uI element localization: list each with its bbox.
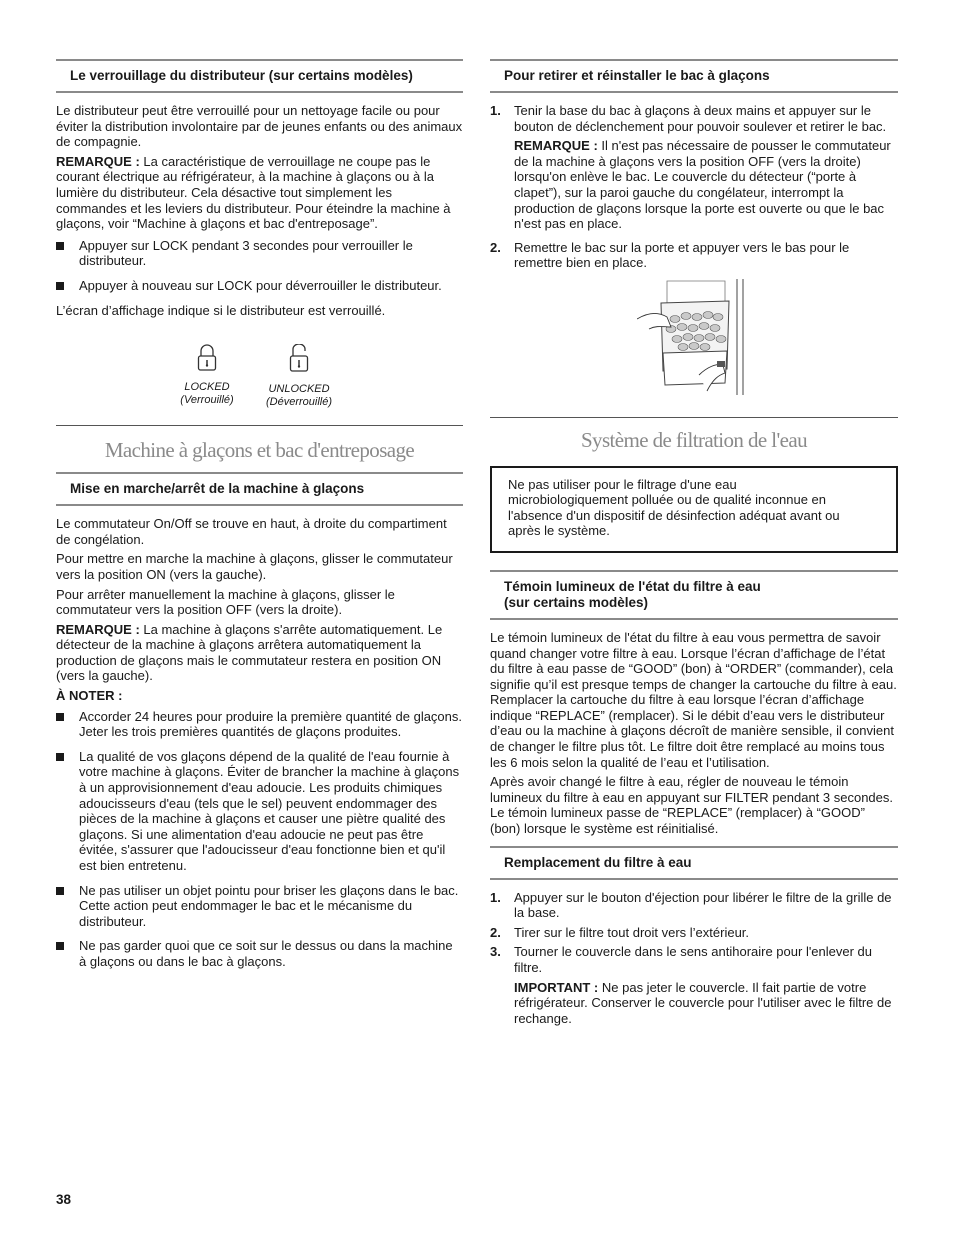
list-item xyxy=(490,925,898,941)
locked-sub: (Verrouillé) xyxy=(180,394,234,407)
bin-step-2: Remettre le bac sur la porte et appuyer vers le bas pour le remettre bien en place. xyxy=(514,239,850,271)
step-number: 1. xyxy=(490,889,501,905)
list-item xyxy=(490,103,898,232)
bin-step-1: Tenir la base du bac à glaçons à deux mains et appuyer sur le bouton de déclenchement pour pouvoir soulever et retirer le bac. xyxy=(514,103,887,134)
step-text: Appuyer sur le bouton d'éjection pour libérer le filtre de la grille de la base. xyxy=(514,889,892,921)
list-item: Ne pas garder quoi que ce soit sur le dessus ou dans la machine à glaçons ou dans le bac à glaçons. xyxy=(56,938,463,969)
unlocked-sub: (Déverrouillé) xyxy=(265,396,333,409)
step-text: Tourner le couvercle dans le sens antihoraire pour l'enlever du filtre. xyxy=(514,944,873,975)
note-text: La caractéristique de verrouillage ne coupe pas le courant électrique au réfrigérateur, à la machine à glaçons ou à la lumière du distributeur. Cela désactive tout simplement les commandes et les leviers du distributeur. Pour éteindre la machine à glaçons, voir “Machine à glaçons et bac d'entreposage”. xyxy=(56,153,451,232)
note-label: REMARQUE : xyxy=(56,621,140,637)
icemaker-p2: Pour mettre en marche la machine à glaçons, glisser le commutateur vers la position ON (vers la gauche). xyxy=(56,551,453,582)
icemaker-bullets xyxy=(56,709,463,970)
page-number: 38 xyxy=(56,1192,72,1207)
locked-indicator xyxy=(175,344,239,409)
list-item: Accorder 24 heures pour produire la première quantité de glaçons. Jeter les trois premières quantités de glaçons produites. xyxy=(56,709,463,740)
step-number: 2. xyxy=(490,924,501,940)
indicator-p2: Après avoir changé le filtre à eau, régler de nouveau le témoin lumineux du filtre à eau en appuyant sur FILTER pendant 3 secondes. Le témoin lumineux passe de “REPLACE” (remplacer) à “GOOD” (bon) lorsque le système est réinitialisé. xyxy=(490,774,894,837)
warning-box xyxy=(490,466,898,553)
bin-heading: Pour retirer et réinstaller le bac à glaçons xyxy=(490,59,898,93)
note-label: REMARQUE : xyxy=(56,153,140,169)
filtration-title: Système de filtration de l'eau xyxy=(580,427,808,452)
indicator-heading-line-1: Témoin lumineux de l'état du filtre à eau xyxy=(504,578,761,594)
warning-text: Ne pas utiliser pour le filtrage d'une eau microbiologiquement polluée ou de qualité inconnue en l'absence d'un dispositif de désinfection adéquat avant ou après le système. xyxy=(508,476,840,539)
replace-steps xyxy=(490,890,898,1027)
list-item: La qualité de vos glaçons dépend de la qualité de l'eau fournie à votre machine à glaçons. Éviter de brancher la machine à glaçons à un approvisionnement d'eau adoucie. Les produits chimiques adoucisseurs d'eau (tels que le sel) peuvent endommager des pièces de la machine à glaçons et causer une piètre qualité des glaçons. Si une alimentation d'eau adoucie ne peut pas être évitée, s'assurer que l'adoucisseur d'eau fonctionne bien et qu'il est bien entretenu. xyxy=(56,749,463,874)
note-label: REMARQUE : xyxy=(514,138,598,154)
lock-icons xyxy=(175,344,463,409)
padlock-locked-icon xyxy=(196,344,218,372)
important-text: Ne pas jeter le couvercle. Il fait partie de votre réfrigérateur. Conserver le couvercle pour l'utiliser avec le filtre de rechange. xyxy=(514,979,892,1026)
lock-intro: Le distributeur peut être verrouillé pour un nettoyage facile ou pour éviter la distribution involontaire par de jeunes enfants ou des animaux de compagnie. xyxy=(56,103,463,150)
padlock-unlocked-icon xyxy=(288,344,310,374)
note-text: Il n'est pas nécessaire de pousser le commutateur de la machine à glaçons vers la position OFF (vers la droite) lorsqu'on enlève le bac. Le couvercle du détecteur (“porte à clapet”), sur la paroi gauche du congélateur, interrompt la production de glaçons lorsque la porte est ouverte ou que le bac n'est pas en place. xyxy=(514,138,891,232)
section-rule xyxy=(490,417,898,418)
list-item: Appuyer à nouveau sur LOCK pour déverrouiller le distributeur. xyxy=(56,278,463,294)
icemaker-title: Machine à glaçons et bac d'entreposage xyxy=(104,438,415,463)
left-column xyxy=(56,0,463,979)
a-noter-label: À NOTER : xyxy=(56,688,123,704)
locked-label: LOCKED xyxy=(184,381,230,394)
list-item: Appuyer sur LOCK pendant 3 secondes pour verrouiller le distributeur. xyxy=(56,238,463,269)
ice-bin-removal-image xyxy=(637,279,751,397)
step-number: 2. xyxy=(490,239,501,255)
bin-note xyxy=(514,138,898,232)
indicator-heading xyxy=(490,570,898,620)
step-number: 3. xyxy=(490,944,501,960)
icemaker-p3: Pour arrêter manuellement la machine à glaçons, glisser le commutateur vers la position OFF (vers la droite). xyxy=(56,586,395,618)
icemaker-note xyxy=(56,622,463,684)
note-text: La machine à glaçons s'arrête automatiquement. Le détecteur de la machine à glaçons arrêtera automatiquement la production de glaçons mais le commutateur restera en position ON (vers la gauche). xyxy=(56,621,443,684)
important-label: IMPORTANT : xyxy=(514,979,599,995)
lock-section-heading: Le verrouillage du distributeur (sur certains modèles) xyxy=(56,59,463,93)
icemaker-p1: Le commutateur On/Off se trouve en haut, à droite du compartiment de congélation. xyxy=(56,516,447,547)
list-item xyxy=(490,240,898,271)
indicator-p1: Le témoin lumineux de l'état du filtre à eau vous permettra de savoir quand changer votre filtre à eau. Lorsque l’écran d’affichage de l’état du filtre à eau passe de “GOOD” (bon) à “ORDER” (commander), cela signifie qu’il est presque temps de changer la cartouche du filtre à eau. Remplacer la cartouche du filtre à eau lorsque l’écran d’affichage indique “REPLACE” (remplacer). Si le débit d’eau vers le distributeur d’eau ou la machine à glaçons décroît de manière sensible, il convient de changer le filtre plus tôt. Le filtre doit être remplacé au moins tous les 6 mois selon la qualité de l’eau et l’utilisation. xyxy=(490,629,897,770)
unlocked-label: UNLOCKED xyxy=(268,383,330,396)
step-text: Tirer sur le filtre tout droit vers l’extérieur. xyxy=(514,924,750,940)
right-column xyxy=(490,0,898,1030)
bin-steps xyxy=(490,103,898,271)
list-item: Ne pas utiliser un objet pointu pour briser les glaçons dans le bac. Cette action peut endommager le bac et le mécanisme du distributeur. xyxy=(56,883,463,930)
lock-note xyxy=(56,154,463,232)
section-rule xyxy=(56,425,463,426)
replace-heading: Remplacement du filtre à eau xyxy=(490,846,898,880)
step-number: 1. xyxy=(490,103,501,118)
icemaker-subheading: Mise en marche/arrêt de la machine à glaçons xyxy=(56,472,463,506)
display-text: L’écran d’affichage indique si le distributeur est verrouillé. xyxy=(56,302,386,318)
indicator-heading-line-2: (sur certains modèles) xyxy=(504,594,649,610)
unlocked-indicator xyxy=(261,344,337,409)
list-item xyxy=(490,890,898,921)
lock-bullets xyxy=(56,238,463,294)
important-note xyxy=(514,980,898,1027)
ice-bin-illustration xyxy=(637,279,898,401)
list-item xyxy=(490,944,898,1026)
